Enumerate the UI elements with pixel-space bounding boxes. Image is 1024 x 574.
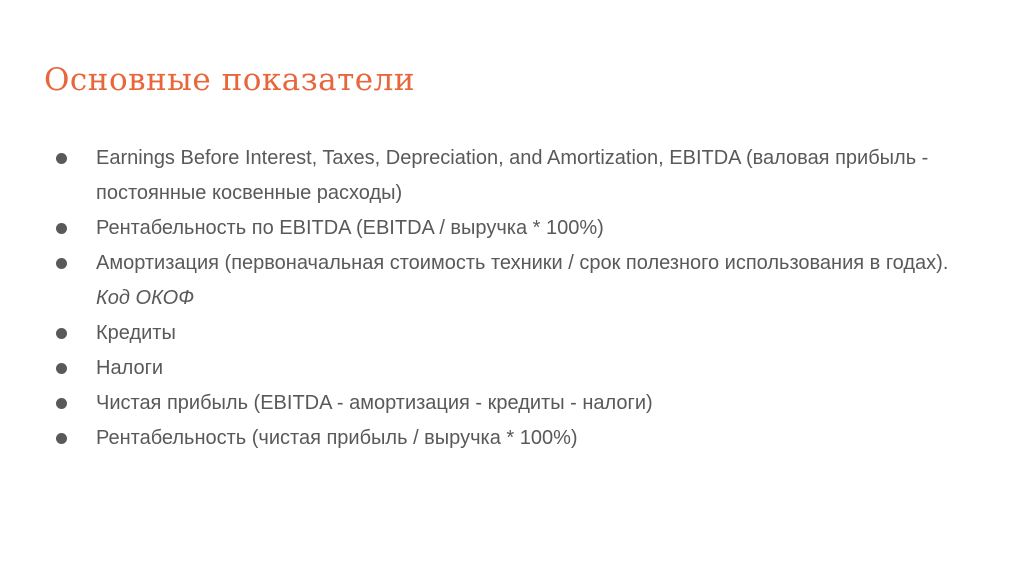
bullet-text: Рентабельность по EBITDA (EBITDA / выручка * 100%) bbox=[96, 217, 604, 239]
bullet-icon bbox=[56, 153, 67, 164]
bullet-icon bbox=[56, 398, 67, 409]
slide-title: Основные показатели bbox=[44, 62, 416, 98]
bullet-item-taxes bbox=[56, 351, 956, 386]
bullet-icon bbox=[56, 258, 67, 269]
bullet-item-ebitda bbox=[56, 141, 956, 211]
bullet-text: Чистая прибыль (EBITDA - амортизация - кредиты - налоги) bbox=[96, 392, 653, 414]
bullet-item-profitability bbox=[56, 421, 956, 456]
bullet-item-credits bbox=[56, 316, 956, 351]
bullet-list bbox=[56, 141, 956, 456]
bullet-text: Налоги bbox=[96, 357, 164, 379]
bullet-text: Рентабельность (чистая прибыль / выручка * 100%) bbox=[96, 427, 578, 449]
bullet-item-net-profit bbox=[56, 386, 956, 421]
bullet-text: Кредиты bbox=[96, 322, 176, 344]
bullet-item-amortization bbox=[56, 246, 956, 316]
bullet-icon bbox=[56, 223, 67, 234]
bullet-text: Earnings Before Interest, Taxes, Depreciation, and Amortization, EBITDA (валовая прибыль - постоянные косвенные расходы) bbox=[96, 147, 929, 204]
bullet-icon bbox=[56, 363, 67, 374]
bullet-item-ebitda-margin bbox=[56, 211, 956, 246]
bullet-text: Амортизация (первоначальная стоимость техники / срок полезного использования в годах). bbox=[96, 252, 949, 274]
bullet-icon bbox=[56, 328, 67, 339]
bullet-emphasis: Код ОКОФ bbox=[96, 287, 195, 309]
bullet-icon bbox=[56, 433, 67, 444]
